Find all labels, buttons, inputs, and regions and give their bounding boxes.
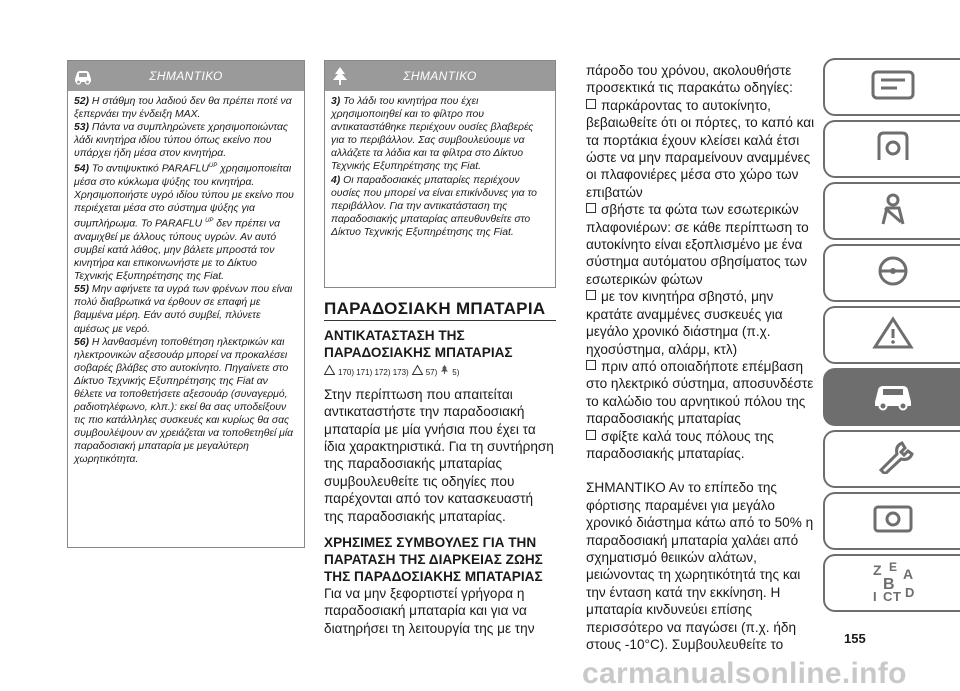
svg-text:D: D — [904, 584, 914, 600]
warning-title: ΣΗΜΑΝΤΙΚΟ — [403, 69, 477, 83]
warning-triangle-icon — [324, 364, 335, 381]
warning-body — [68, 91, 304, 467]
maintenance-car-icon — [869, 378, 917, 417]
warning-header — [325, 61, 555, 91]
warning-box-middle — [324, 60, 556, 288]
wrench-icon — [871, 440, 915, 479]
tab-maintenance[interactable] — [823, 368, 960, 426]
reference-row — [324, 364, 556, 381]
paragraph: πάροδο του χρόνου, ακολουθήστε προσεκτικά τις παρακάτω οδηγίες: — [586, 63, 793, 96]
warning-item: 53) Πάντα να συμπληρώνετε χρησιμοποιώντας λάδι κινητήρα ιδίου τύπου όπως εκείνο που υπάρχει ήδη μέσα στον κινητήρα. — [74, 122, 288, 160]
page-number: 155 — [844, 631, 866, 646]
section-title: ΠΑΡΑΔΟΣΙΑΚΗ ΜΠΑΤΑΡΙΑ — [324, 300, 556, 321]
reference-numbers: 5) — [452, 368, 460, 378]
list-item: παρκάροντας το αυτοκίνητο, βεβαιωθείτε ότι οι πόρτες, το καπό και τα πορτάκια έχουν κλείσει καλά έτσι ώστε να μην παραμείνουν αναμμένες οι πλαφονιέρες μέσα στο χώρο των επιβατών — [586, 97, 815, 200]
warning-box-left — [67, 60, 305, 548]
tab-driving[interactable] — [823, 244, 960, 302]
seatbelt-icon — [871, 192, 915, 231]
alphabet-index-icon — [869, 559, 917, 608]
reference-numbers: 57) — [425, 368, 438, 378]
tree-environment-icon — [440, 364, 449, 381]
checkbox-bullet-icon — [586, 430, 596, 440]
dashboard-icon — [871, 70, 915, 105]
svg-text:B: B — [882, 575, 895, 593]
warning-triangle-icon — [412, 364, 423, 381]
list-item: πριν από οποιαδήποτε επέμβαση στο ηλεκτρικό σύστημα, αποσυνδέστε το καλώδιο του αρνητικού πόλου της παραδοσιακής μπαταρίας — [586, 358, 814, 427]
svg-text:E: E — [888, 559, 897, 574]
tab-multimedia[interactable] — [823, 492, 960, 550]
checkbox-bullet-icon — [586, 360, 596, 370]
warning-item: 4) Οι παραδοσιακές μπαταρίες περιέχουν ουσίες που μπορεί να είναι επικίνδυνες για το περιβάλλον. Για την αντικατάσταση της παραδοσιακής μπαταρίας απευθυνθείτε στο Δίκτυο Τεχνικής Εξυπηρέτησης της Fiat. — [331, 174, 537, 238]
subsection-title: ΑΝΤΙΚΑΤΑΣΤΑΣΗ ΤΗΣ ΠΑΡΑΔΟΣΙΑΚΗΣ ΜΠΑΤΑΡΙΑΣ — [324, 328, 513, 361]
watermark: carmanualsonline.info — [582, 657, 907, 690]
checkbox-bullet-icon — [586, 99, 596, 109]
tab-dashboard[interactable] — [823, 58, 960, 116]
steering-wheel-icon — [871, 254, 915, 293]
warning-body — [325, 91, 555, 239]
car-seat-icon — [871, 130, 915, 169]
paragraph: ΣΗΜΑΝΤΙΚΟ Αν το επίπεδο της φόρτισης παραμένει για μεγάλο χρονικό διάστημα κάτω από το 50% η παραδοσιακή μπαταρία χαλάει από σχηματισμό θειικών αλάτων, μειώνοντας τη χωρητικότητά της και την ένταση κατά την εκκίνηση. Η μπαταρία κινδυνεύει επίσης περισσότερο να παγώσει (π.χ. ήδη στους -10°C). Συμβουλευθείτε το — [586, 480, 814, 652]
multimedia-icon — [871, 502, 915, 541]
warning-title: ΣΗΜΑΝΤΙΚΟ — [149, 69, 223, 83]
checkbox-bullet-icon — [586, 203, 596, 213]
tab-technical-data[interactable] — [823, 430, 960, 488]
car-warning-icon — [68, 61, 98, 91]
svg-text:A: A — [902, 565, 913, 582]
paragraph: Για να μην ξεφορτιστεί γρήγορα η παραδοσιακή μπαταρία και για να διατηρήσει τη λειτουργία της με την — [324, 586, 535, 636]
tree-environment-icon — [325, 61, 355, 91]
svg-text:Z: Z — [872, 561, 882, 578]
reference-numbers: 170) 171) 172) 173) — [338, 368, 409, 378]
warning-item: 54) Το αντιψυκτικό $PARAFLU^{UP}$ χρησιμοποιείται μέσα στο κύκλωμα ψύξης του κινητήρα. Χρησιμοποιήστε υγρό ιδίου τύπου με εκείνο που περιέχεται μέσα στο σύστημα ψύξης για συμπλήρωμα. Το PARAFLU $^{UP}$ δεν πρέπει να αναμιχθεί με άλλους τύπους υγρών. Αν αυτό συμβεί κατά λάθος, μην βάλετε μπροστά τον κινητήρα και επικοινωνήστε με το Δίκτυο Τεχνικής Εξυπηρέτησης της Fiat. — [74, 163, 294, 283]
list-item: σφίξτε καλά τους πόλους της παραδοσιακής μπαταρίας. — [586, 428, 774, 461]
warning-item: 56) Η λανθασμένη τοποθέτηση ηλεκτρικών και ηλεκτρονικών αξεσουάρ μπορεί να προκαλέσει σοβαρές βλάβες στο αυτοκίνητο. Πηγαίνετε στο Δίκτυο Τεχνικής Εξυπηρέτησης της Fiat αν θέλετε να τοποθετήσετε αξεσουάρ (συναγερμό, ραδιοτηλέφωνο, κλπ.): εκεί θα σας υποδείξουν τις πιο κατάλληλες συσκευές και κυρίως θα σας συμβουλέψουν αν χρειάζεται να τοποθετηθεί μία παραδοσιακή μπαταρία με μεγαλύτερη χωρητικότητα. — [74, 336, 294, 466]
warning-header — [68, 61, 304, 91]
paragraph: Στην περίπτωση που απαιτείται αντικαταστήστε την παραδοσιακή μπαταρία με μία γνήσια που έχει τα ίδια χαρακτηριστικά. Για τη συντήρηση της παραδοσιακής μπαταρίας συμβουλευθείτε τις οδηγίες που παρέχονται από τον κατασκευαστή της παραδοσιακής μπαταρίας. — [324, 386, 554, 524]
battery-tips-column — [586, 62, 818, 653]
tab-emergency[interactable] — [823, 306, 960, 364]
checkbox-bullet-icon — [586, 290, 596, 300]
tab-safety[interactable] — [823, 182, 960, 240]
list-item: σβήστε τα φώτα των εσωτερικών πλαφονιέρων: σε κάθε περίπτωση το αυτοκίνητο είναι εξοπλισμένο με ένα σύστημα αυτόματου σβησίματος των εσωτερικών φώτων — [586, 202, 809, 287]
warning-item: 52) Η στάθμη του λαδιού δεν θα πρέπει ποτέ να ξεπερνάει την ένδειξη MAX. — [74, 96, 292, 121]
tab-index[interactable] — [823, 554, 960, 612]
emergency-triangle-icon — [871, 316, 915, 355]
battery-section — [324, 300, 556, 637]
subsection-title: ΧΡΗΣΙΜΕΣ ΣΥΜΒΟΥΛΕΣ ΓΙΑ ΤΗΝ ΠΑΡΑΤΑΣΗ ΤΗΣ ΔΙΑΡΚΕΙΑΣ ΖΩΗΣ ΤΗΣ ΠΑΡΑΔΟΣΙΑΚΗΣ ΜΠΑΤΑΡΙΑΣ — [324, 535, 543, 585]
list-item: με τον κινητήρα σβηστό, μην κρατάτε αναμμένες συσκευές για μεγάλο χρονικό διάστημα (π.χ. ηχοσύστημα, αλάρμ, κτλ) — [586, 289, 783, 357]
svg-text:C: C — [882, 588, 892, 603]
svg-text:T: T — [892, 588, 901, 603]
tab-car-interior[interactable] — [823, 120, 960, 178]
svg-text:I: I — [872, 588, 877, 603]
warning-item: 3) Το λάδι του κινητήρα που έχει χρησιμοποιηθεί και το φίλτρο που αντικαταστάθηκε περιέχουν ουσίες βλαβερές για το περιβάλλον. Σας συμβουλεύουμε να αλλάζετε τα λάδια και τα φίλτρα στο Δίκτυο Τεχνικής Εξυπηρέτησης της Fiat. — [331, 96, 534, 173]
warning-item: 55) Μην αφήνετε τα υγρά των φρένων που είναι πολύ διαβρωτικά να έρθουν σε επαφή με βαμμένα μέρη. Εάν αυτό συμβεί, πλύνετε αμέσως με νερό. — [74, 284, 293, 335]
